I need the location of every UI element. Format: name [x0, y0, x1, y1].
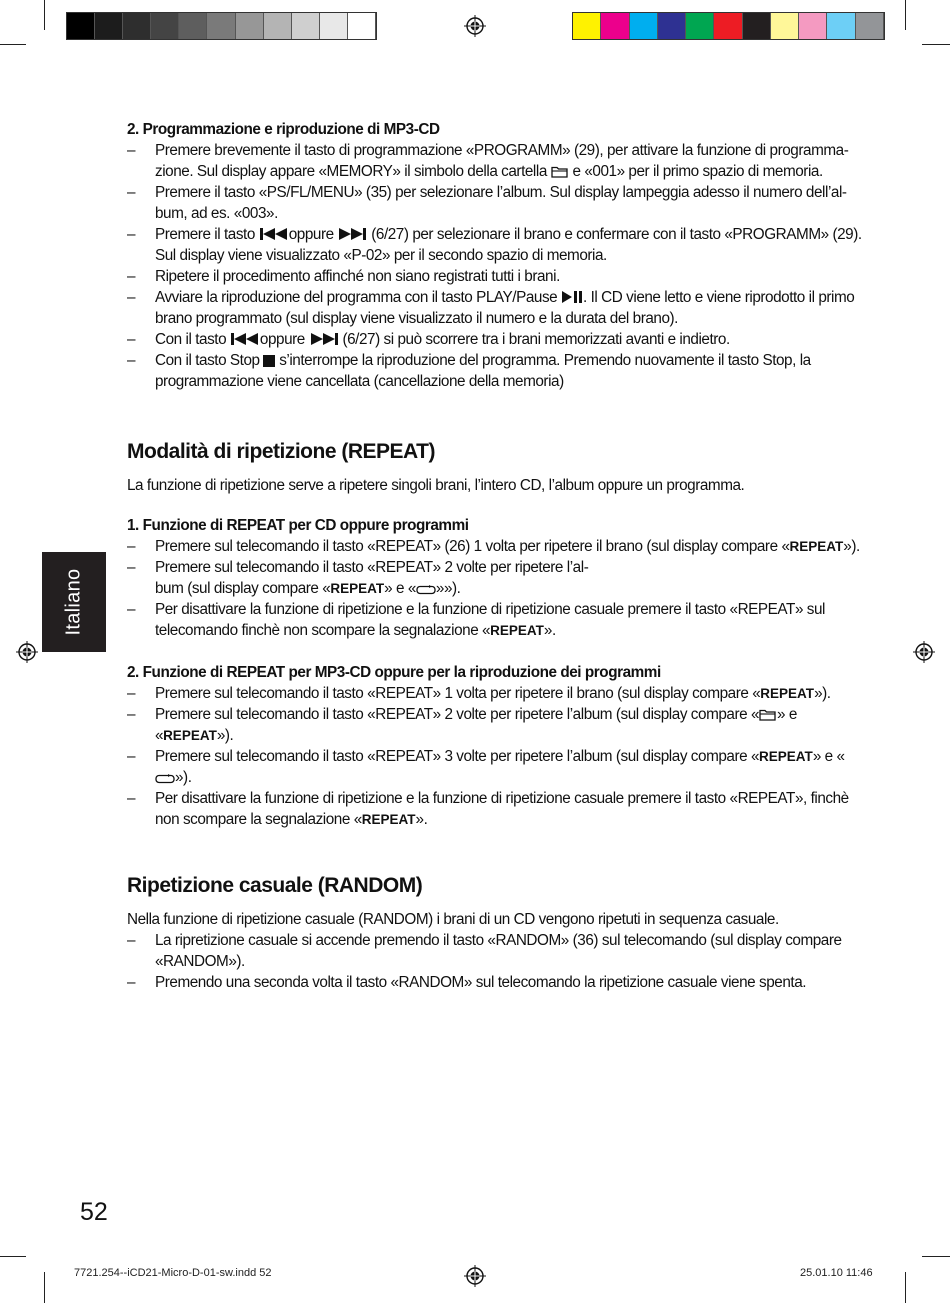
heading-random: Ripetizione casuale (RANDOM) — [127, 874, 423, 897]
crop-mark — [44, 1272, 45, 1303]
registration-mark-icon — [16, 641, 38, 663]
play-pause-icon — [561, 290, 583, 304]
repeat-indicator: REPEAT — [163, 728, 217, 743]
list-item: – Premere il tasto «PS/FL/MENU» (35) per selezionare l’album. Sul display lampeggia adesso il numero dell’al-bum, ad es. «003». — [127, 184, 847, 222]
repeat-indicator: REPEAT — [330, 581, 385, 596]
heading-repeat: Modalità di ripetizione (REPEAT) — [127, 440, 435, 463]
crop-mark — [905, 1272, 906, 1303]
color-swatch — [573, 13, 601, 39]
color-swatch — [856, 13, 884, 39]
color-calibration-bar — [572, 12, 885, 40]
list-item: – Premere sul telecomando il tasto «REPEAT» 2 volte per ripetere l’al- bum (sul display compare «REPEAT» e « »»). — [127, 559, 589, 597]
list-item: – La ripretizione casuale si accende premendo il tasto «RANDOM» (36) sul telecomando (sul display compare «RANDOM»). — [127, 932, 842, 970]
repeat-indicator: REPEAT — [361, 812, 416, 827]
registration-mark-icon — [464, 15, 486, 37]
list-item: – Premere il tasto oppure (6/27) per selezionare il brano e confermare con il tasto «PROGRAMM» (29). Sul display viene visualizzato «P-02» per il secondo spazio di memoria. — [127, 226, 862, 264]
repeat-indicator: REPEAT — [759, 749, 813, 764]
list-item: – Con il tasto oppure (6/27) si può scorrere tra i brani memorizzati avanti e indietro. — [127, 331, 730, 348]
section-title-repeat-mp3: 2. Funzione di REPEAT per MP3-CD oppure per la riproduzione dei programmi — [127, 664, 661, 681]
color-swatch — [179, 13, 207, 39]
list-item: – Premendo una seconda volta il tasto «RANDOM» sul telecomando la ripetizione casuale viene spenta. — [127, 974, 807, 991]
section-title-repeat-cd: 1. Funzione di REPEAT per CD oppure programmi — [127, 517, 469, 534]
crop-mark — [922, 1256, 950, 1257]
registration-mark-icon — [913, 641, 935, 663]
page-number: 52 — [80, 1198, 108, 1226]
footer-filename: 7721.254--iCD21-Micro-D-01-sw.indd 52 — [74, 1267, 272, 1279]
color-swatch — [714, 13, 742, 39]
page-content — [127, 119, 862, 993]
list-item: – Premere sul telecomando il tasto «REPEAT» (26) 1 volta per ripetere il brano (sul display compare «REPEAT»). — [127, 538, 860, 555]
repeat-indicator: REPEAT — [760, 686, 815, 701]
color-swatch — [264, 13, 292, 39]
repeat-indicator: REPEAT — [789, 539, 844, 554]
skip-forward-icon — [337, 227, 367, 241]
color-swatch — [630, 13, 658, 39]
skip-back-icon — [259, 227, 289, 241]
crop-mark — [44, 0, 45, 30]
color-swatch — [743, 13, 771, 39]
list-item: – Premere sul telecomando il tasto «REPEAT» 1 volta per ripetere il brano (sul display compare «REPEAT»). — [127, 685, 831, 702]
repeat-loop-icon — [416, 585, 436, 595]
repeat-loop-icon — [155, 774, 175, 784]
color-swatch — [67, 13, 95, 39]
gray-calibration-bar — [66, 12, 377, 40]
color-swatch — [799, 13, 827, 39]
list-item: – Premere brevemente il tasto di programmazione «PROGRAMM» (29), per attivare la funzione di programma-zione. Sul display appare «MEMORY» il simbolo della cartella e «001» per il primo spazio di memoria. — [127, 142, 849, 180]
color-swatch — [658, 13, 686, 39]
list-item: – Premere sul telecomando il tasto «REPEAT» 2 volte per ripetere l’album (sul display compare « » e «REPEAT»). — [127, 706, 797, 744]
paragraph-random-intro: Nella funzione di ripetizione casuale (RANDOM) i brani di un CD vengono ripetuti in sequenza casuale. — [127, 911, 779, 928]
color-swatch — [236, 13, 264, 39]
color-swatch — [95, 13, 123, 39]
folder-icon — [551, 165, 569, 178]
color-swatch — [292, 13, 320, 39]
color-swatch — [207, 13, 235, 39]
list-item: – Premere sul telecomando il tasto «REPEAT» 3 volte per ripetere l’album (sul display compare «REPEAT» e «»). — [127, 748, 845, 786]
list-item: – Per disattivare la funzione di ripetizione e la funzione di ripetizione casuale premere il tasto «REPEAT» sul telecomando finchè non scompare la segnalazione «REPEAT». — [127, 601, 826, 639]
language-tab — [42, 552, 106, 652]
color-swatch — [348, 13, 376, 39]
paragraph-repeat-intro: La funzione di ripetizione serve a ripetere singoli brani, l’intero CD, l’album oppure un programma. — [127, 477, 745, 494]
list-item: – Per disattivare la funzione di ripetizione e la funzione di ripetizione casuale premere il tasto «REPEAT», finchè non scompare la segnalazione «REPEAT». — [127, 790, 849, 828]
repeat-indicator: REPEAT — [490, 623, 544, 638]
folder-icon — [759, 708, 777, 721]
color-swatch — [601, 13, 629, 39]
section-title-mp3-programming: 2. Programmazione e riproduzione di MP3-CD — [127, 121, 440, 138]
stop-icon — [263, 355, 275, 367]
color-swatch — [771, 13, 799, 39]
crop-mark — [905, 0, 906, 30]
crop-mark — [0, 44, 26, 45]
crop-mark — [0, 1256, 26, 1257]
registration-mark-icon — [464, 1265, 486, 1287]
skip-back-icon — [230, 332, 260, 346]
color-swatch — [320, 13, 348, 39]
crop-mark — [922, 44, 950, 45]
color-swatch — [123, 13, 151, 39]
list-item: – Ripetere il procedimento affinché non siano registrati tutti i brani. — [127, 268, 560, 285]
color-swatch — [686, 13, 714, 39]
color-swatch — [827, 13, 855, 39]
language-tab-label: Italiano — [62, 568, 85, 636]
color-swatch — [151, 13, 179, 39]
skip-forward-icon — [309, 332, 339, 346]
list-item: – Avviare la riproduzione del programma con il tasto PLAY/Pause . Il CD viene letto e viene riprodotto il primo brano programmato (sul display viene visualizzato il numero e la durata del brano). — [127, 289, 855, 327]
list-item: – Con il tasto Stop s’interrompe la riproduzione del programma. Premendo nuovamente il tasto Stop, la programmazione viene cancellata (cancellazione della memoria) — [127, 352, 811, 390]
footer-datetime: 25.01.10 11:46 — [800, 1267, 873, 1279]
